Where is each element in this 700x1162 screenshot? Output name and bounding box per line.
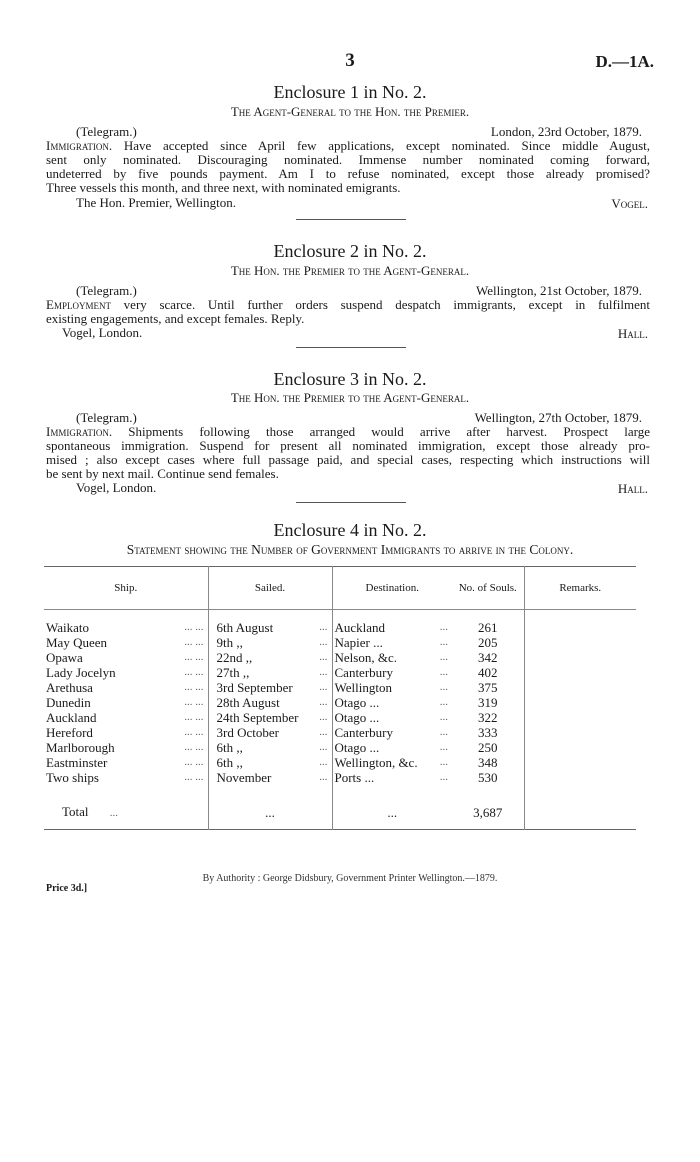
immigrants-table [44, 566, 636, 830]
souls-cell: 250 [452, 740, 524, 755]
column-header-sailed: Sailed. [208, 567, 332, 610]
enclosure-1-body-line-4: Three vessels this month, and three next, with nominated emigrants. [46, 180, 401, 195]
enclosure-1-telegram: (Telegram.) [76, 124, 137, 139]
total-souls: 3,687 [452, 795, 524, 830]
remarks-cell [524, 755, 636, 770]
sailed-cell: ... 24th September [208, 710, 332, 725]
table-header-row [44, 567, 636, 610]
price-label: Price 3d.] [46, 883, 88, 894]
total-sailed: ... [208, 795, 332, 830]
table-total-row [44, 795, 636, 830]
total-label: Total ... [44, 795, 208, 830]
souls-cell: 205 [452, 635, 524, 650]
total-destination: ... [387, 804, 398, 820]
souls-cell: 530 [452, 770, 524, 785]
table-row [44, 680, 636, 695]
table-row [44, 710, 636, 725]
sailed-cell: ... November [208, 770, 332, 785]
enclosure-2-telegram: (Telegram.) [76, 283, 137, 298]
enclosure-2-text-1: very scarce. Until further orders suspend despatch immigrants, except in fulfilment [123, 297, 651, 312]
table-row [44, 635, 636, 650]
ship-cell: ... ... Dunedin [44, 695, 208, 710]
document-reference: D.—1A. [595, 52, 654, 71]
enclosure-3-text-1: Shipments following those arranged would arrive after harvest. Prospect large [128, 424, 650, 439]
ship-cell: ... ... Hereford [44, 725, 208, 740]
enclosure-3-place-date: Wellington, 27th October, 1879. [474, 410, 642, 425]
ship-cell: ... ... Lady Jocelyn [44, 665, 208, 680]
enclosure-3-telegram: (Telegram.) [76, 410, 137, 425]
sailed-cell: ... 6th ,, [208, 755, 332, 770]
enclosure-1-subtitle: The Agent-General to the Hon. the Premier. [230, 104, 470, 119]
remarks-cell [524, 680, 636, 695]
enclosure-4-subtitle: Statement showing the Number of Government Immigrants to arrive in the Colony. [126, 542, 574, 557]
enclosure-3-body-line-2: spontaneous immigration. Suspend for present all nominated immigration, except those already pro- [46, 438, 650, 453]
ship-cell: ... ... Two ships [44, 770, 208, 785]
remarks-cell [524, 695, 636, 710]
souls-cell: 333 [452, 725, 524, 740]
remarks-cell [524, 620, 636, 635]
souls-cell: 342 [452, 650, 524, 665]
sailed-cell: ... 3rd September [208, 680, 332, 695]
souls-cell: 261 [452, 620, 524, 635]
destination-cell: ... Otago ... [334, 710, 448, 725]
remarks-cell [524, 665, 636, 680]
enclosure-2-lead: Employment [46, 297, 111, 312]
column-header-remarks: Remarks. [524, 567, 636, 610]
table-row [44, 725, 636, 740]
enclosure-1-addressee: The Hon. Premier, Wellington. [76, 195, 236, 210]
enclosure-2-title: Enclosure 2 in No. 2. [273, 241, 427, 261]
remarks-cell [524, 650, 636, 665]
table-row [44, 740, 636, 755]
enclosure-2-place-date: Wellington, 21st October, 1879. [476, 283, 642, 298]
enclosure-3-addressee: Vogel, London. [76, 480, 157, 495]
enclosure-4-title: Enclosure 4 in No. 2. [273, 520, 427, 540]
divider [296, 347, 406, 348]
ship-cell: ... ... May Queen [44, 635, 208, 650]
enclosure-2-addressee: Vogel, London. [62, 325, 143, 340]
sailed-cell: ... 28th August [208, 695, 332, 710]
destination-cell: ... Canterbury [334, 725, 448, 740]
table-row [44, 770, 636, 785]
sailed-cell: ... 27th ,, [208, 665, 332, 680]
enclosure-3-title: Enclosure 3 in No. 2. [273, 369, 427, 389]
enclosure-3-body-line-3: mised ; also except cases where full passage paid, and special cases, respecting which instructions will [46, 452, 650, 467]
destination-cell: ... Wellington, &c. [334, 755, 448, 770]
remarks-cell [524, 770, 636, 785]
ship-cell: ... ... Arethusa [44, 680, 208, 695]
table-row [44, 665, 636, 680]
souls-cell: 375 [452, 680, 524, 695]
total-label-text: Total [62, 803, 89, 819]
printer-authority: By Authority : George Didsbury, Government Printer Wellington.—1879. [202, 873, 498, 884]
enclosure-3-body-line-4: be sent by next mail. Continue send females. [46, 466, 279, 481]
enclosure-1-title: Enclosure 1 in No. 2. [273, 82, 427, 102]
destination-cell: ... Canterbury [334, 665, 448, 680]
remarks-cell [524, 710, 636, 725]
divider [296, 219, 406, 220]
enclosure-2-body-line-2: existing engagements, and except females. Reply. [46, 311, 305, 326]
souls-cell: 348 [452, 755, 524, 770]
remarks-cell [524, 725, 636, 740]
enclosure-1-body-line-3: undeterred by five pounds payment. Am I to refuse nominated, except those already promised? [46, 166, 650, 181]
table-row [44, 695, 636, 710]
table-row [44, 755, 636, 770]
destination-cell: ... Otago ... [334, 695, 448, 710]
sailed-cell: ... 9th ,, [208, 635, 332, 650]
ship-cell: ... ... Auckland [44, 710, 208, 725]
sailed-cell: ... 6th ,, [208, 740, 332, 755]
ship-cell: ... ... Opawa [44, 650, 208, 665]
enclosure-3-subtitle: The Hon. the Premier to the Agent-General. [230, 390, 470, 405]
destination-cell: ... Auckland [334, 620, 448, 635]
souls-cell: 319 [452, 695, 524, 710]
enclosure-2-signature: Hall. [617, 326, 648, 341]
destination-cell: ... Napier ... [334, 635, 448, 650]
enclosure-1-signature: Vogel. [611, 196, 648, 211]
remarks-cell [524, 635, 636, 650]
destination-cell: ... Nelson, &c. [334, 650, 448, 665]
ship-cell: ... ... Waikato [44, 620, 208, 635]
page-number: 3 [345, 50, 355, 71]
divider [296, 502, 406, 503]
enclosure-1-text-1: Have accepted since April few applications, except nominated. Since middle August, [123, 138, 650, 153]
enclosure-3-signature: Hall. [617, 481, 648, 496]
enclosure-1-place-date: London, 23rd October, 1879. [490, 124, 642, 139]
sailed-cell: ... 3rd October [208, 725, 332, 740]
ship-cell: ... ... Eastminster [44, 755, 208, 770]
table-row [44, 620, 636, 635]
enclosure-1-lead: Immigration. [46, 138, 113, 153]
column-header-ship: Ship. [44, 567, 208, 610]
table-row [44, 650, 636, 665]
enclosure-2-subtitle: The Hon. the Premier to the Agent-General. [230, 263, 470, 278]
destination-cell: ... Otago ... [334, 740, 448, 755]
enclosure-1-body-line-2: sent only nominated. Discouraging nominated. Immense number nominated coming forward, [46, 152, 650, 167]
ship-cell: ... ... Marlborough [44, 740, 208, 755]
souls-cell: 402 [452, 665, 524, 680]
remarks-cell [524, 740, 636, 755]
sailed-cell: ... 6th August [208, 620, 332, 635]
column-header-souls: No. of Souls. [452, 567, 524, 610]
sailed-cell: ... 22nd ,, [208, 650, 332, 665]
destination-cell: ... Ports ... [334, 770, 448, 785]
souls-cell: 322 [452, 710, 524, 725]
column-header-destination: Destination. [332, 567, 452, 610]
destination-cell: ... Wellington [334, 680, 448, 695]
enclosure-3-lead: Immigration. [46, 424, 113, 439]
